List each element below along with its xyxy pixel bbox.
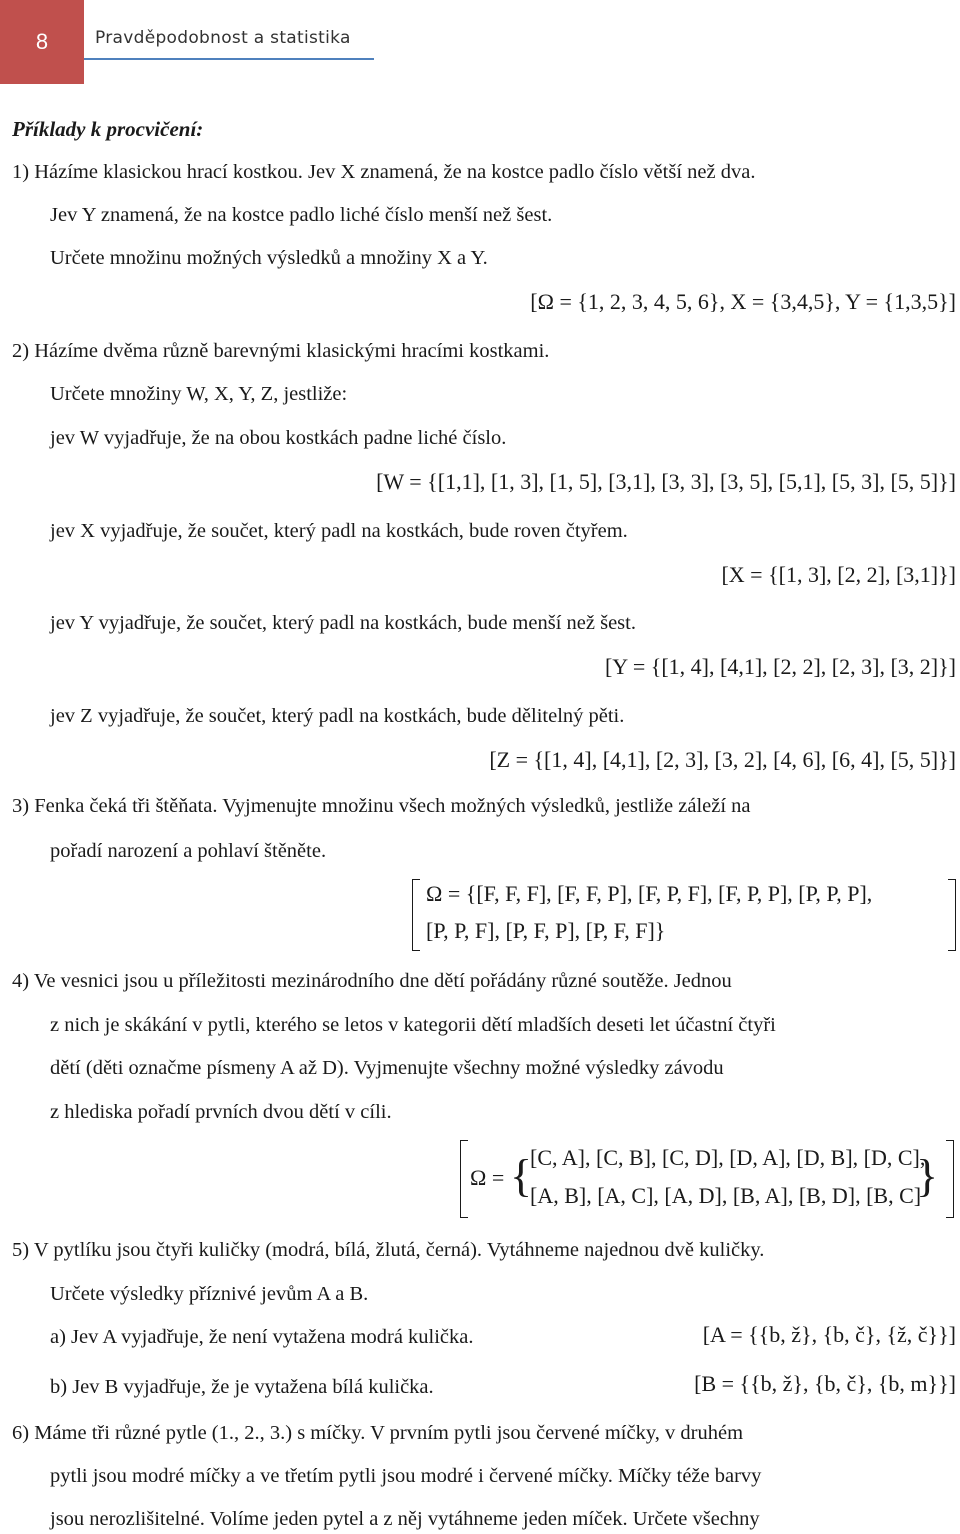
problem-3-answer-line-1: Ω = {[F, F, F], [F, F, P], [F, P, F], [F, P, P], [P, P, P],: [426, 881, 873, 906]
problem-5a-answer: [A = {{b, ž}, {b, č}, {ž, č}}]: [702, 1322, 956, 1347]
problem-1-answer: [Ω = {1, 2, 3, 4, 5, 6}, X = {3,4,5}, Y = {1,3,5}]: [530, 289, 956, 314]
section-heading: Příklady k procvičení:: [12, 117, 204, 141]
problem-3-line-1: 3) Fenka čeká tři štěňata. Vyjmenujte množinu všech možných výsledků, jestliže záleží na: [12, 795, 751, 817]
problem-2-line-1: 2) Házíme dvěma různě barevnými klasickými hracími kostkami.: [12, 340, 550, 362]
problem-4-omega: Ω =: [470, 1165, 505, 1190]
event-z-answer: [Z = {[1, 4], [4,1], [2, 3], [3, 2], [4, 6], [6, 4], [5, 5]}]: [489, 747, 956, 772]
problem-5a-text: a) Jev A vyjadřuje, že není vytažena modrá kulička.: [50, 1326, 474, 1348]
answer-4-left-bracket: [460, 1140, 468, 1218]
problem-5-line-2: Určete výsledky příznivé jevům A a B.: [50, 1283, 369, 1305]
problem-6-line-3: jsou nerozlišitelné. Volíme jeden pytel a z něj vytáhneme jeden míček. Určete všechny: [50, 1508, 760, 1530]
problem-5b-text: b) Jev B vyjadřuje, že je vytažena bílá kulička.: [50, 1376, 434, 1398]
problem-1-line-1: 1) Házíme klasickou hrací kostkou. Jev X znamená, že na kostce padlo číslo větší než dva.: [12, 161, 756, 183]
answer-3-right-bracket: [948, 879, 956, 951]
problem-3-line-2: pořadí narození a pohlaví štěněte.: [50, 840, 327, 862]
problem-5b-answer: [B = {{b, ž}, {b, č}, {b, m}}]: [694, 1371, 956, 1396]
answer-3-left-bracket: [412, 879, 420, 951]
answer-4-left-brace: {: [510, 1150, 533, 1201]
problem-4-line-3: dětí (děti označme písmeny A až D). Vyjmenujte všechny možné výsledky závodu: [50, 1057, 724, 1079]
problem-1-line-2: Jev Y znamená, že na kostce padlo liché číslo menší než šest.: [50, 204, 553, 226]
problem-4-answer-line-1: [C, A], [C, B], [C, D], [D, A], [D, B], [D, C],: [530, 1145, 926, 1170]
event-z-text: jev Z vyjadřuje, že součet, který padl na kostkách, bude dělitelný pěti.: [50, 705, 625, 727]
event-w-text: jev W vyjadřuje, že na obou kostkách padne liché číslo.: [50, 427, 507, 449]
answer-4-right-brace: }: [916, 1150, 939, 1201]
event-y-text: jev Y vyjadřuje, že součet, který padl na kostkách, bude menší než šest.: [50, 612, 636, 634]
problem-4-answer-line-2: [A, B], [A, C], [A, D], [B, A], [B, D], [B, C]: [530, 1183, 922, 1208]
problem-6-line-1: 6) Máme tři různé pytle (1., 2., 3.) s míčky. V prvním pytli jsou červené míčky, v druhém: [12, 1422, 744, 1444]
event-w-answer: [W = {[1,1], [1, 3], [1, 5], [3,1], [3, 3], [3, 5], [5,1], [5, 3], [5, 5]}]: [376, 469, 956, 494]
problem-6-line-2: pytli jsou modré míčky a ve třetím pytli jsou modré i červené míčky. Míčky téže barvy: [50, 1465, 762, 1487]
event-x-text: jev X vyjadřuje, že součet, který padl na kostkách, bude roven čtyřem.: [50, 520, 628, 542]
problem-4-line-4: z hlediska pořadí prvních dvou dětí v cíli.: [50, 1101, 392, 1123]
problem-2-line-2: Určete množiny W, X, Y, Z, jestliže:: [50, 383, 348, 405]
running-header-title: Pravděpodobnost a statistika: [95, 28, 351, 48]
event-x-answer: [X = {[1, 3], [2, 2], [3,1]}]: [721, 562, 956, 587]
problem-4-line-1: 4) Ve vesnici jsou u příležitosti mezinárodního dne dětí pořádány různé soutěže. Jednou: [12, 970, 732, 992]
problem-4-line-2: z nich je skákání v pytli, kterého se letos v kategorii dětí mladších deseti let účastní čtyři: [50, 1014, 776, 1036]
header-rule: [84, 58, 374, 60]
problem-3-answer-line-2: [P, P, F], [P, F, P], [P, F, F]}: [426, 918, 666, 943]
page-number: 8: [35, 29, 49, 54]
answer-4-right-bracket: [946, 1140, 954, 1218]
event-y-answer: [Y = {[1, 4], [4,1], [2, 2], [2, 3], [3, 2]}]: [604, 654, 956, 679]
problem-1-line-3: Určete množinu možných výsledků a množiny X a Y.: [50, 247, 488, 269]
problem-5-line-1: 5) V pytlíku jsou čtyři kuličky (modrá, bílá, žlutá, černá). Vytáhneme najednou dvě kuličky.: [12, 1239, 765, 1261]
